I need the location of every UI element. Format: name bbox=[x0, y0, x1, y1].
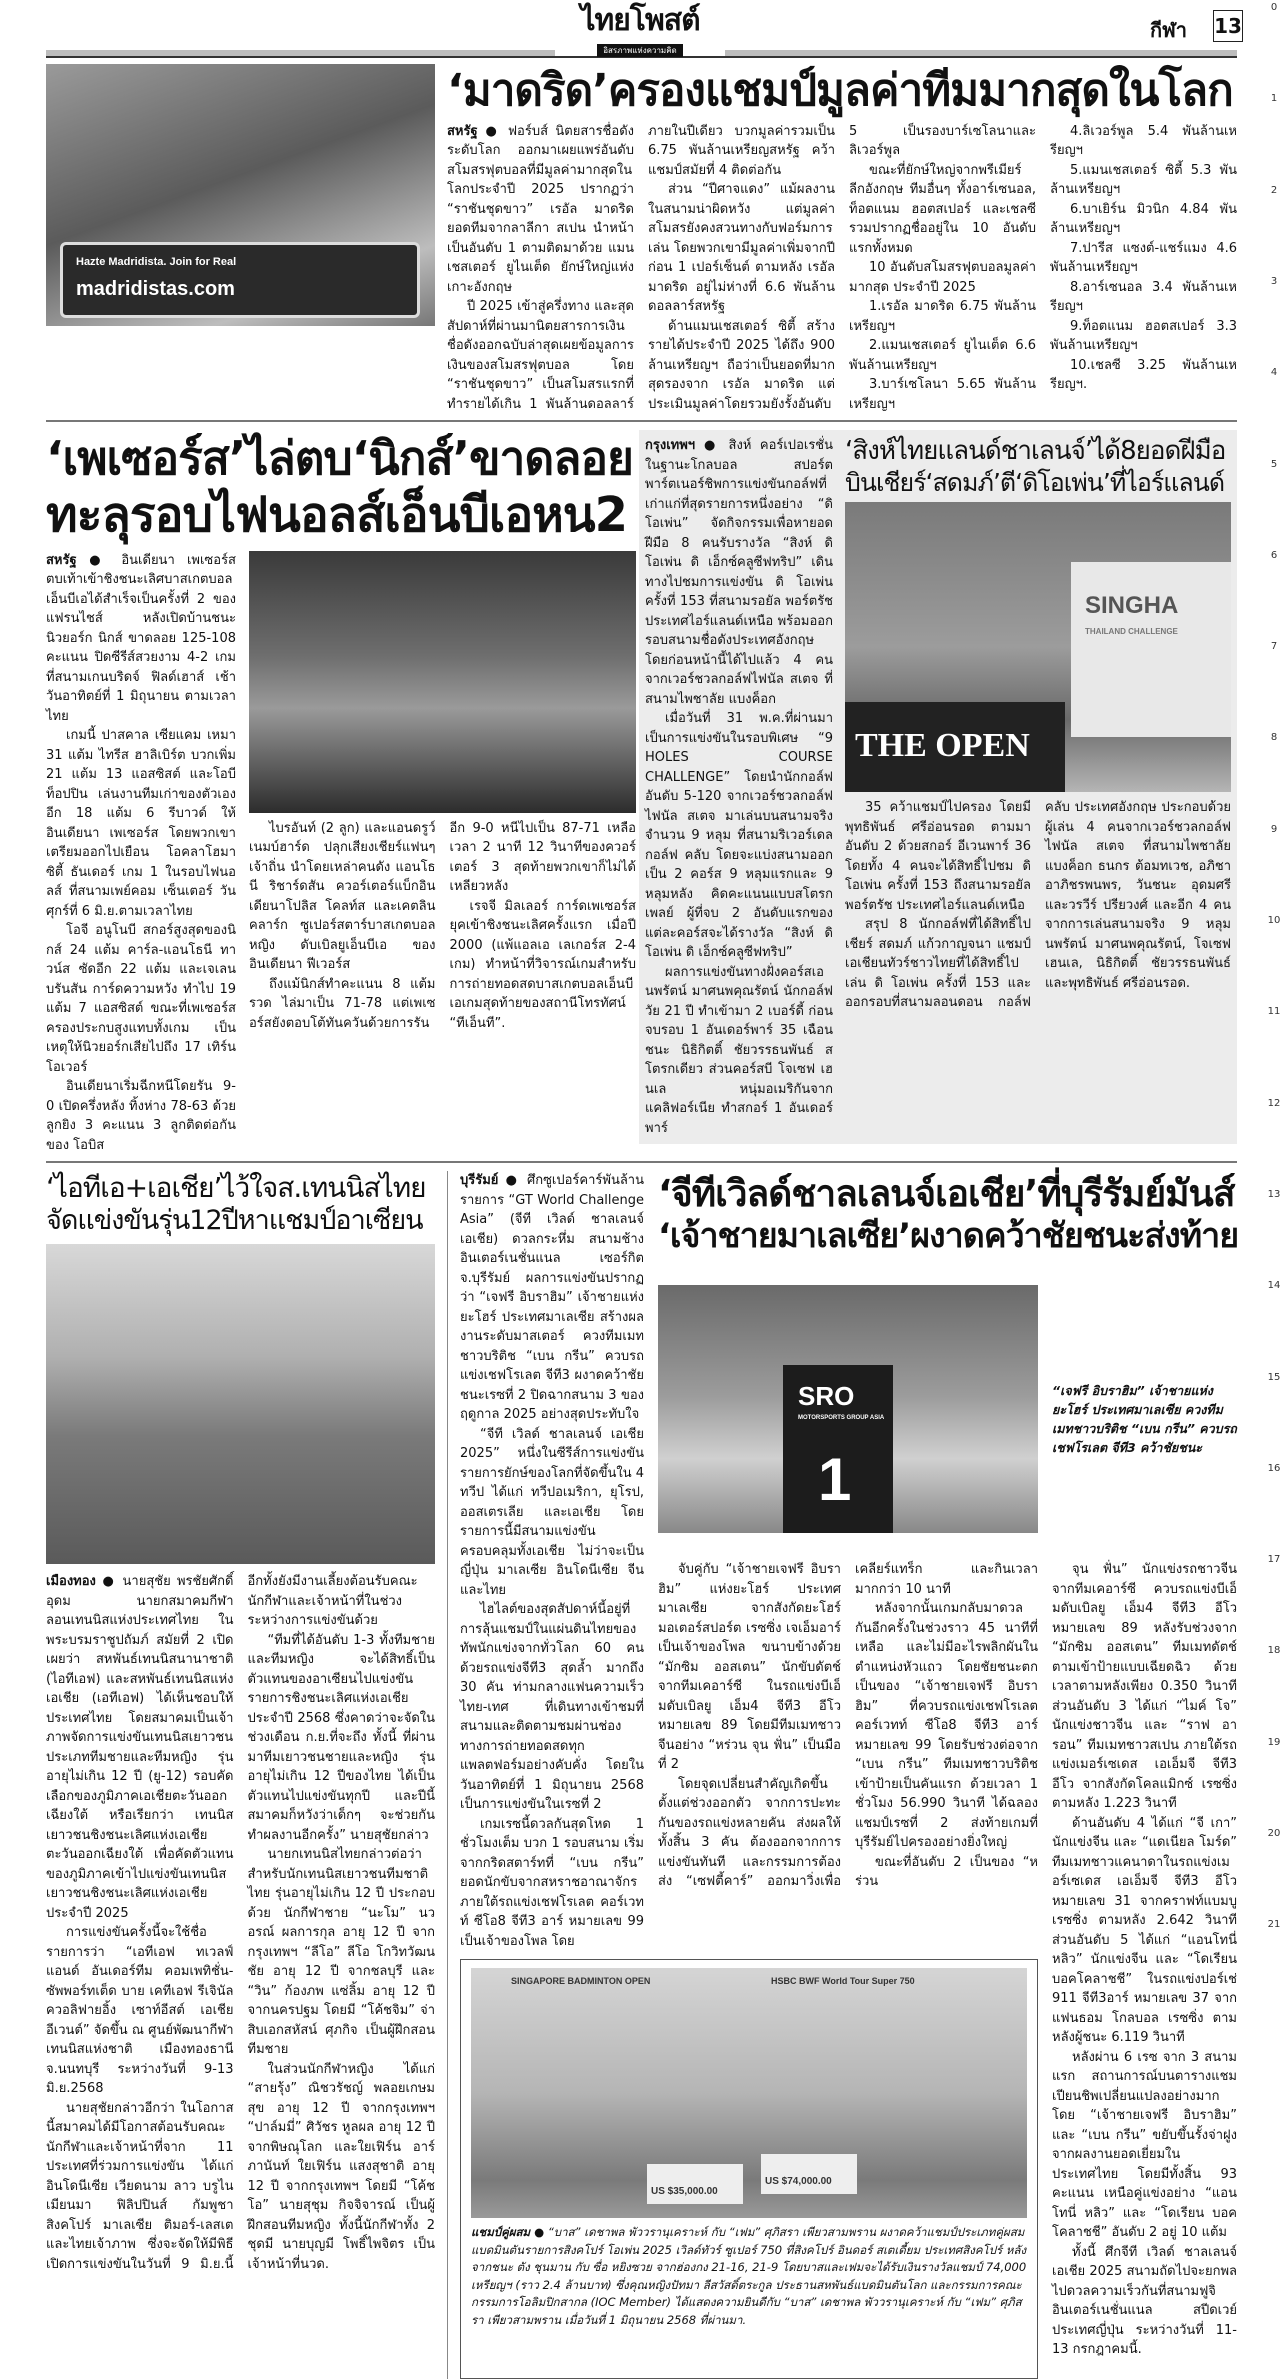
headline-gt-line2: ‘เจ้าชายมาเลเซีย’ผงาดคว้าชัยชนะส่งท้าย bbox=[658, 1216, 1239, 1257]
headline-tennis-line2: จัดแข่งขันรุ่น12ปีหาแชมป์อาเซียน bbox=[46, 1205, 423, 1237]
paragraph: 4.ลิเวอร์พูล 5.4 พันล้านเหรียญฯ bbox=[1050, 123, 1237, 159]
ruler-mark: 17 bbox=[1267, 1554, 1281, 1566]
article-body-golf-col1 bbox=[645, 436, 833, 1138]
paragraph: หลังผ่าน 6 เรซ จาก 3 สนามแรก สถานการณ์บนตารางแชมเปียนชิพเปลี่ยนแปลงอย่างมาก โดย “เจ้าชายเจฟรี อิบราฮิม” และ “เบน กรีน” ขยับขึ้นรั้งจ่าฝูงจากผลงานยอดเยี่ยมในประเทศไทย โดยมีทั้งสิ้น 93 คะแนน เหนือคู่แข่งอย่าง “แอนโทนี่ หลิว” และ “โดเรียน บอคโคลาชชี” อันดับ 2 อยู่ 10 แต้ม bbox=[1052, 2049, 1237, 2241]
ruler-mark: 9 bbox=[1270, 823, 1278, 835]
dateline: กรุงเทพฯ ● bbox=[645, 438, 729, 454]
ruler-mark: 19 bbox=[1267, 1736, 1281, 1748]
caption-text: “บาส” เดชาพล พัววรานุเคราะห์ กับ “เฟม” ศุภิสรา เพียวสามพราน ผงาดคว้าแชมป์ประเภทคู่ผสมแบดมินตันรายการสิงคโปร์ โอเพ่น 2025 เวิลด์ทัวร์ ซูเปอร์ 750 ที่สิงคโปร์ อินดอร์ สเตเดี้ยม ประเทศสิงคโปร์ หลังจากชนะ ตัง ชุนมาน กับ ซื่อ หยิงซวย จากฮ่องกง 21-16, 21-9 โดยบาสและเฟมจะได้รับเงินรางวัลแชมป์ 74,000 เหรียญฯ (ราว 2.4 ล้านบาท) ซึ่งคุณหญิงปัทมา ลีสวัสดิ์ตระกูล ประธานสหพันธ์แบดมินตันโลก และกรรมการคณะกรรมการโอลิมปิกสากล (IOC Member) ได้แสดงความยินดีกับ “บาส” เดชาพล พัววรานุเคราะห์ กับ “เฟม” ศุภิสรา เพียวสามพราน เมื่อวันที่ 1 มิถุนายน 2568 ที่ผ่านมา. bbox=[471, 2225, 1027, 2327]
paragraph: เกมนี้ ปาสคาล เซียแคม เหมา 31 แต้ม ไทรีส ฮาลิเบิร์ต บวกเพิ่ม 21 แต้ม 13 แอสซิสต์ และโอบี ท็อปปิน เล่นงานทีมเก่าของตัวเองอีก 18 แต้ม 6 รีบาวด์ ให้อินเดียนา เพเซอร์ส โดยพวกเขาเตรียมออกไปเยือน โอคลาโฮมา ซิตี้ ธันเดอร์ เกม 1 ในรอบไฟนอลส์ ที่สนามเพย์คอม เซ็นเตอร์ วันศุกร์ที่ 6 มิ.ย.ตามเวลาไทย bbox=[46, 728, 236, 919]
article-body-gt-lower bbox=[658, 1560, 1038, 1951]
paragraph: บุรีรัมย์ ● ศึกซูเปอร์คาร์พันล้านรายการ “GT World Challenge Asia” (จีที เวิลด์ ชาลเลนจ์ เอเชีย) ดวลกระหึ่ม สนามช้าง อินเตอร์เนชั่นแนล เซอร์กิต จ.บุรีรัมย์ ผลการแข่งขันปรากฏว่า “เจฟรี อิบราฮิม” เจ้าชายแห่งยะโฮร์ ประเทศมาเลเซีย สร้างผลงานระดับมาสเตอร์ ควงทีมเมทชาวบริติช “เบน กรีน” ควบรถแข่งเชฟโรเลต จีที3 ผงาดคว้าชัยชนะเรซที่ 2 ปิดฉากสนาม 3 ของฤดูกาล 2025 อย่างสุดประทับใจ bbox=[460, 1173, 644, 1423]
column-divider bbox=[447, 1171, 448, 2379]
ruler-mark: 8 bbox=[1270, 732, 1278, 744]
paragraph: 2.แมนเชสเตอร์ ยูไนเต็ด 6.6 พันล้านเหรียญฯ bbox=[849, 338, 1036, 373]
dateline: สหรัฐ ● bbox=[447, 123, 508, 139]
paragraph: ในส่วนนักกีฬาหญิง ได้แก่ “สายรุ้ง” ณิชวรัชญ์ พลอยเกษมสุข อายุ 12 ปี จากกรุงเทพฯ “ปาล์มมี่” ศิวัชร หูลผล อายุ 12 ปี จากพิษณุโลก และใยเฟิร์น อาร์ภานันท์ ใยเฟิร์น แสงสุชาติ อายุ 12 ปี จากกรุงเทพฯ โดยมี “โค้ชโอ” นายสุชุม กิจจิจารณ์ เป็นผู้ฝึกสอนทีมหญิง ทั้งนี้นักกีฬาทั้ง 2 ชุดมี นายบุญมี โพธิ์ไพจิตร เป็นเจ้าหน้าที่นวด. bbox=[247, 2061, 435, 2272]
headline-pacers-line1: ‘เพเซอร์ส’ไล่ตบ‘นิกส์’ขาดลอย bbox=[46, 431, 633, 486]
logo-name: ไทยโพสต์ bbox=[580, 3, 700, 38]
paragraph: 8.อาร์เซนอล 3.4 พันล้านเหรียญฯ bbox=[1050, 279, 1237, 315]
paragraph: จับคู่กับ “เจ้าชายเจฟรี อิบราฮิม” แห่งยะโฮร์ ประเทศมาเลเซีย จากสังกัดยะโฮร์ มอเตอร์สปอร์ต เรซซิ่ง เจเอ็มอาร์ เป็นเจ้าของโพล ขนาบข้างด้วย “มักซิม ออสเตน” นักขับดัตช์จากทีมเคอาร์ซี ในรถแข่งบีเอ็มดับเบิลยู เอ็ม4 จีที3 อีโว หมายเลข 89 โดยมีทีมเมทชาวจีนอย่าง “หร่วน จุน ฟั่น” เป็นมือที่ 2 bbox=[658, 1562, 841, 1773]
paragraph: ด้านอันดับ 4 ได้แก่ “จี เกา” นักแข่งจีน และ “แดเนียล โมร์ด” ทีมเมทชาวแคนาดาในรถแข่งเมอร์เซเดส เอเอ็มจี จีที3 อีโว หมายเลข 31 จากคราฟท์แบมบู เรซซิ่ง ตามหลัง 2.642 วินาที ส่วนอันดับ 5 ได้แก่ “แอนโทนี่ หลิว” นักแข่งจีน และ “โดเรียน บอคโคลาชชี” ในรถแข่งปอร์เช่ 911 จีที3อาร์ หมายเลข 37 จากแฟนธอม โกลบอล เรซซิ่ง ตามหลังผู้ชนะ 6.119 วินาที bbox=[1052, 1815, 1237, 2046]
paragraph: 10.เชลซี 3.25 พันล้านเหรียญฯ. bbox=[1050, 357, 1237, 393]
ruler-mark: 16 bbox=[1267, 1462, 1281, 1474]
photo-challenge-text: THAILAND CHALLENGE bbox=[1085, 627, 1178, 637]
paragraph: สหรัฐ ● อินเดียนา เพเซอร์ส ตบเท้าเข้าชิงชนะเลิศบาสเกตบอลเอ็นบีเอได้สำเร็จเป็นครั้งที่ 2 ของแฟรนไชส์ หลังเปิดบ้านชนะนิวยอร์ก นิกส์ ขาดลอย 125-108 คะแนน ปิดซีรีส์สวยงาม 4-2 เกม ที่สนามเกนบริดจ์ ฟิลด์เฮาส์ เช้าวันอาทิตย์ที่ 1 มิถุนายน ตามเวลาไทย bbox=[46, 552, 236, 724]
paragraph: อินเดียนาเริ่มฉีกหนีโดยรัน 9-0 เปิดครึ่งหลัง ทิ้งห่าง 78-63 ด้วยลูกยิง 3 คะแนน 3 ลูกติดต่อกันของ โอบิส bbox=[46, 1079, 236, 1153]
article-body-gt-middle bbox=[460, 1171, 644, 1951]
photo-event-text: SINGAPORE BADMINTON OPEN bbox=[511, 1976, 651, 1987]
ruler-mark: 13 bbox=[1267, 1188, 1281, 1200]
ruler-mark: 4 bbox=[1270, 367, 1278, 379]
headline-tennis-line1: ‘ไอทีเอ+เอเชีย’ไว้ใจส.เทนนิสไทย bbox=[46, 1171, 426, 1205]
paragraph: “ทีมที่ได้อันดับ 1-3 ทั้งทีมชายและทีมหญิง จะได้สิทธิ์เป็นตัวแทนของอาเซียนไปแข่งขันรายการชิงชนะเลิศแห่งเอเชีย ประจำปี 2568 ซึ่งคาดว่าจะจัดในช่วงเดือน ก.ย.ที่จะถึง ทั้งนี้ ที่ผ่านมาทีมเยาวชนชายและหญิง รุ่นอายุไม่เกิน 12 ปีของไทย ได้เป็นตัวแทนไปแข่งขันทุกปี และปีนี้สมาคมก็หวังว่าเด็กๆ จะช่วยกันทำผลงานอีกครั้ง” นายสุชัยกล่าว bbox=[247, 1632, 435, 1843]
gt-photo-caption: “เจฟรี อิบราฮิม” เจ้าชายแห่งยะโฮร์ ประเทศมาเลเซีย ควงทีมเมทชาวบริติช “เบน กรีน” ควบรถเชฟโรเลต จีที3 คว้าชัยชนะ bbox=[1052, 1382, 1237, 1455]
paragraph: โอจี อนูโนบี สกอร์สูงสุดของนิกส์ 24 แต้ม คาร์ล-แอนโธนี ทาวน์ส ซัดอีก 22 แต้ม และเจเลน บรันสัน การ์ดความหวัง ทำไป 19 แต้ม 7 แอสซิสต์ ขณะที่เพเซอร์สครองประกบสูงแทบทั้งเกม เป็นเหตุให้นิวยอร์กเสียไปถึง 17 เทิร์นโอเวอร์ bbox=[46, 923, 236, 1075]
ruler-mark: 15 bbox=[1267, 1371, 1281, 1383]
paragraph: 1.เรอัล มาดริด 6.75 พันล้านเหรียญฯ bbox=[849, 299, 1036, 334]
paragraph: ปี 2025 เข้าสู่ครึ่งทาง และสุดสัปดาห์ที่ผ่านมานิตยสารการเงินชื่อดังออกฉบับล่าสุดเผยข้อมูลการเงินของสโมสรฟุตบอล โดย “ราชันชุดขาว” เป็นสโมสรแรกที่ทำรายได้เกิน 1 พันล้านดอลลาร์ ภายในปีเดียว บวกมูลค่ารวมเป็น 6.75 พันล้านเหรียญสหรัฐ คว้าแชมป์สมัยที่ 4 ติดต่อกัน bbox=[447, 123, 835, 412]
paragraph: นายสุชัยกล่าวอีกว่า ในโอกาสนี้สมาคมได้มีโอกาสต้อนรับคณะนักกีฬาและเจ้าหน้าที่จาก 11 ประเทศที่ร่วมการแข่งขัน ได้แก่ อินโดนีเซีย เวียดนาม ลาว บรูไน เมียนมา ฟิลิปปินส์ กัมพูชา สิงคโปร์ มาเลเซีย ติมอร์-เลสเต และไทยเจ้าภาพ ซึ่งจะจัดให้มีพิธีเปิดการแข่งขันในวันที่ 9 มิ.ย.นี้ อีกทั้งยังมีงานเลี้ยงต้อนรับคณะนักกีฬาและเจ้าหน้าที่ในช่วงระหว่างการแข่งขันด้วย bbox=[46, 1574, 418, 2272]
article-body-pacers-col1 bbox=[46, 551, 236, 1156]
section-divider bbox=[46, 1161, 1237, 1163]
photo-the-open-text: THE OPEN bbox=[855, 727, 1030, 765]
paragraph: จุน ฟั่น” นักแข่งรถชาวจีน จากทีมเคอาร์ซี ควบรถแข่งบีเอ็มดับเบิลยู เอ็ม4 จีที3 อีโว หมายเลข 89 หลังรับช่วงจาก “มักซิม ออสเตน” ทีมเมทดัตช์ตามเข้าป้ายแบบเฉียดฉิว ด้วยเวลาตามหลังเพียง 0.350 วินาที ส่วนอันดับ 3 ได้แก่ “ไมค์ โจ” นักแข่งชาวจีน และ “ราฟ อารอน” ทีมเมทชาวสเปน ภายใต้รถแข่งเมอร์เซเดส เอเอ็มจี จีที3 อีโว จากสังกัดโคลแมิกซ์ เรซซิ่ง ตามหลัง 1.223 วินาที bbox=[1052, 1562, 1237, 1812]
paragraph: เมืองทอง ● นายสุชัย พรชัยศักดิ์อุดม นายกสมาคมกีฬาลอนเทนนิสแห่งประเทศไทย ในพระบรมราชูปถัมภ์ สมัยที่ 2 เปิดเผยว่า สหพันธ์เทนนิสนานาชาติ (ไอทีเอฟ) และสหพันธ์เทนนิสแห่งเอเชีย (เอทีเอฟ) ได้เห็นชอบให้ประเทศไทย โดยสมาคมเป็นเจ้าภาพจัดการแข่งขันเทนนิสเยาวชน ประเภททีมชายและทีมหญิง รุ่นอายุไม่เกิน 12 ปี (ยู-12) รอบคัดเลือกของภูมิภาคเอเชียตะวันออกเฉียงใต้ หรือเรียกว่า เทนนิสเยาวชนชิงชนะเลิศแห่งเอเชียตะวันออกเฉียงใต้ เพื่อคัดตัวแทนของภูมิภาคเข้าไปแข่งขันเทนนิสเยาวชนชิงชนะเลิศแห่งเอเชีย ประจำปี 2025 bbox=[46, 1574, 234, 1921]
ruler-mark: 21 bbox=[1267, 1919, 1281, 1931]
paragraph: 9.ท็อตแนม ฮอตสเปอร์ 3.3 พันล้านเหรียญฯ bbox=[1050, 318, 1237, 354]
paragraph: 10 อันดับสโมสรฟุตบอลมูลค่ามากสุด ประจำปี 2025 bbox=[849, 260, 1036, 295]
photo-banner-text: Hazte Madridista. Join for Real bbox=[76, 256, 237, 268]
section-divider bbox=[46, 420, 1237, 422]
badminton-caption bbox=[471, 2224, 1027, 2329]
article-body-pacers-col2 bbox=[249, 819, 636, 1034]
madrid-article bbox=[46, 64, 1237, 414]
article-body-gt-right bbox=[1052, 1560, 1237, 2379]
photo-tour-text: HSBC BWF World Tour Super 750 bbox=[771, 1976, 915, 1987]
photo-sro-text: SRO bbox=[798, 1381, 855, 1412]
paragraph: เรจจี มิลเลอร์ การ์ดเพเซอร์สยุคเข้าชิงชนะเลิศครั้งแรก เมื่อปี 2000 (แพ้แอลเอ เลเกอร์ส 2-4 เกม) ทำหน้าที่วิจารณ์เกมสำหรับการถ่ายทอดสดบาสเกตบอลเอ็นบีเอเกมสุดท้ายของสถานีโทรทัศน์ “ทีเอ็นที”. bbox=[449, 898, 636, 1031]
paragraph: นายกเทนนิสไทยกล่าวต่อว่า สำหรับนักเทนนิสเยาวชนทีมชาติไทย รุ่นอายุไม่เกิน 12 ปี ประกอบด้วย นักกีฬาชาย “นะโม” นวอรณ์ ผลการกุล อายุ 12 ปี จากกรุงเทพฯ “ลีโอ” ลีโอ โกวิทวัฒนชัย อายุ 12 ปี จากชลบุรี และ “วิน” ก้องภพ แซ่ลิ้ม อายุ 12 ปี จากนครปฐม โดยมี “โค้ชจิม” จ่าสิบเอกสหัสน์ ศุภกิจ เป็นผู้ฝึกสอนทีมชาย bbox=[247, 1847, 435, 2058]
golf-article-box bbox=[639, 430, 1237, 1144]
section-name: กีฬา bbox=[1150, 18, 1188, 42]
paragraph: สหรัฐ ● ฟอร์บส์ นิตยสารชื่อดังระดับโลก ออกมาเผยแพร่อันดับสโมสรฟุตบอลที่มีมูลค่ามากสุดในโลกประจำปี 2025 ปรากฏว่า “ราชันชุดขาว” เรอัล มาดริด ยอดทีมจากลาลีกา สเปน นำหน้าเป็นอันดับ 1 ตามติดมาด้วย แมนเชสเตอร์ ยูไนเต็ด ยักษ์ใหญ่แห่งเกาะอังกฤษ bbox=[447, 123, 634, 295]
section-three bbox=[46, 1171, 1237, 2379]
pacers-article bbox=[46, 430, 636, 1155]
headline-gt-line1: ‘จีทีเวิลด์ชาลเลนจ์เอเชีย’ที่บุรีรัมย์มันส์ bbox=[658, 1172, 1235, 1216]
headline-madrid: ‘มาดริด’ครองแชมป์มูลค่าทีมมากสุดในโลก bbox=[447, 65, 1233, 116]
paragraph: เมื่อวันที่ 31 พ.ค.ที่ผ่านมา เป็นการแข่งขันในรอบพิเศษ “9 HOLES COURSE CHALLENGE” โดยนำนักกอล์ฟอันดับ 5-120 จากเวอร์ชวลกอล์ฟไฟนัล สเตจ มาเล่นบนสนามจริงจำนวน 9 หลุม ที่สนามริเวอร์เดล กอล์ฟ คลับ โดยจะแบ่งสนามออกเป็น 2 คอร์ส 9 หลุมแรกและ 9 หลุมหลัง คิดคะแนนแบบสโตรกเพลย์ ผู้ที่จบ 2 อันดับแรกของแต่ละคอร์สจะได้รางวัล “สิงห์ ดิ โอเพ่น ดิ เอ็กซ์คลูซีฟทริป” bbox=[645, 711, 833, 961]
article-body-tennis bbox=[46, 1572, 435, 2274]
paragraph: ถึงแม้นิกส์ทำคะแนน 8 แต้มรวด ไล่มาเป็น 71-78 แต่เพเซอร์สยังตอบโต้ทันควันด้วยการรันอีก 9-0 หนีไปเป็น 87-71 เหลือเวลา 2 นาที 12 วินาทีของควอร์เตอร์ 3 สุดท้ายพวกเขาก็ไม่ได้เหลียวหลัง bbox=[249, 820, 636, 1031]
photo-champion-cheque: US $74,000.00 bbox=[765, 2176, 832, 2188]
article-body-madrid bbox=[447, 122, 1237, 415]
photo-sro-subtext: MOTORSPORTS GROUP ASIA bbox=[798, 1415, 885, 1422]
dateline: สหรัฐ ● bbox=[46, 552, 122, 568]
dateline: เมืองทอง ● bbox=[46, 1574, 123, 1590]
paragraph: ขณะที่อันดับ 2 เป็นของ “หร่วน bbox=[855, 1854, 1038, 1890]
paragraph: 5.แมนเชสเตอร์ ซิตี้ 5.3 พันล้านเหรียญฯ bbox=[1050, 162, 1237, 198]
badminton-podium-photo bbox=[471, 1968, 1027, 2218]
dateline: บุรีรัมย์ ● bbox=[460, 1173, 527, 1189]
tennis-team-photo bbox=[46, 1244, 435, 1564]
real-madrid-team-photo bbox=[46, 64, 435, 326]
page-number: 13 bbox=[1213, 10, 1243, 42]
paragraph: ด้านแมนเชสเตอร์ ซิตี้ สร้างรายได้ประจำปี 2025 ได้ถึง 900 ล้านเหรียญฯ ถือว่าเป็นยอดที่มากสุดรองจาก เรอัล มาดริด แต่ประเมินมูลค่าโดยรวมยังรั้งอันดับ 5 เป็นรองบาร์เซโลนาและลิเวอร์พูล bbox=[648, 123, 1036, 412]
paragraph: หลังจากนั้นเกมกลับมาดวลกันอีกครั้งในช่วงราว 45 นาทีที่เหลือ และไม่มีอะไรพลิกผันในตำแหน่งหัวแถว โดยชัยชนะตกเป็นของ “เจ้าชายเจฟรี อิบราฮิม” ที่ควบรถแข่งเชฟโรเลต คอร์เวทท์ ซีโอ8 จีที3 อาร์ หมายเลข 99 โดยรับช่วงต่อจาก “เบน กรีน” ทีมเมทชาวบริติช เข้าป้ายเป็นคันแรก ด้วยเวลา 1 ชั่วโมง 56.990 วินาที ได้ฉลองแชมป์เรซที่ 2 ส่งท้ายเกมที่บุรีรัมย์ไปครองอย่างยิ่งใหญ่ bbox=[855, 1601, 1038, 1851]
gt-drivers-photo bbox=[658, 1285, 1038, 1533]
headline-golf-line1: ‘สิงห์ไทยแลนด์ชาเลนจ์’ได้8ยอดฝีมือ bbox=[845, 436, 1226, 467]
paragraph: เกมเรซนี้ดวลกันสุดโหด 1 ชั่วโมงเต็ม บวก 1 รอบสนาม เริ่มจากกริดสตาร์ทที่ “เบน กรีน” ยอดนักขับจากสหราชอาณาจักรภายใต้รถแข่งเชฟโรเลต คอร์เวทท์ ซีโอ8 จีที3 อาร์ หมายเลข 99 เป็นเจ้าของโพล โดย bbox=[460, 1816, 644, 1949]
paragraph: การแข่งขันครั้งนี้จะใช้ชื่อรายการว่า “เอทีเอฟ ทเวลฟ์ แอนด์ อันเดอร์ทีม คอมเพทิชั่น-ซัพพอร์ทเต็ด บาย เคทีเอฟ รีเจินัล ควอลิฟายอิ้ง เซาท์อีสต์ เอเชีย อีเวนต์” จัดขึ้น ณ ศูนย์พัฒนากีฬาเทนนิสแห่งชาติ เมืองทองธานี จ.นนทบุรี ระหว่างวันที่ 9-13 มิ.ย.2568 bbox=[46, 1925, 234, 2097]
ruler-mark: 3 bbox=[1270, 275, 1278, 287]
ruler-mark: 20 bbox=[1267, 1828, 1281, 1839]
paragraph: สรุป 8 นักกอล์ฟที่ได้สิทธิ์ไปเชียร์ สดมภ์ แก้วกาญจนา แชมป์เอเชียนทัวร์ชาวไทยที่ได้สิทธิ์ไปเล่น ดิ โอเพ่น ครั้งที่ 153 และออกรอบที่สนามลอนดอน กอล์ฟ คลับ ประเทศอังกฤษ ประกอบด้วย ผู้เล่น 4 คนจากเวอร์ชวลกอล์ฟ ไฟนัล สเตจ ที่สนามไพชาลัย แบงค็อก ธนกร ต้อมทเวช, อภิชา อาภิชรพนพร, วันชนะ อุดมศรี และวรวีร์ ปรียวงศ์ และอีก 4 คน จากการเล่นสนามจริง 9 หลุม นพรัตน์ มาศนพคุณรัตน์, โจเซฟ เฮนเล, นิธิกิตติ์ ชัยวรรธนพันธ์ และพุทธิพันธ์ ศรีอ่อนรอด. bbox=[845, 800, 1231, 1011]
ruler-mark: 10 bbox=[1267, 915, 1281, 926]
paragraph: กรุงเทพฯ ● สิงห์ คอร์เปอเรชั่น ในฐานะโกลบอล สปอร์ต พาร์ตเนอร์ชิพการแข่งขันกอล์ฟที่เก่าแก่ที่สุดรายการหนึ่งอย่าง “ดิ โอเพ่น” จัดกิจกรรมเพื่อหายอดฝีมือ 8 คนรับรางวัล “สิงห์ ดิ โอเพ่น ดิ เอ็กซ์คลูซีฟทริป” เดินทางไปชมการแข่งขัน ดิ โอเพ่น ครั้งที่ 153 ที่สนามรอยัล พอร์ตรัช ประเทศไอร์แลนด์เหนือ พร้อมออกรอบสนามชื่อดังประเทศอังกฤษ โดยก่อนหน้านี้ได้ไปแล้ว 4 คน จากเวอร์ชวลกอล์ฟไฟนัล สเตจ ที่สนามไพชาลัย แบงค็อก bbox=[645, 438, 834, 707]
headline-pacers-line2: ทะลุรอบไฟนอลส์เอ็นบีเอหน2 bbox=[46, 487, 627, 544]
paragraph: ขณะที่ยักษ์ใหญ่จากพรีเมียร์ลีกอังกฤษ ทีมอื่นๆ ทั้งอาร์เซนอล, ท็อตแนม ฮอตสเปอร์ และเชลซี รวมปรากฏชื่ออยู่ใน 10 อันดับแรกทั้งหมด bbox=[849, 162, 1036, 256]
ruler-mark: 11 bbox=[1267, 1006, 1281, 1018]
paragraph: “จีที เวิลด์ ชาลเลนจ์ เอเชีย 2025” หนึ่งในซีรีส์การแข่งขันรายการยักษ์ของโลกที่จัดขึ้นใน 4 ทวีป ได้แก่ ทวีปอเมริกา, ยุโรป, ออสเตรเลีย และเอเชีย โดยรายการนี้มีสนามแข่งขันครอบคลุมทั้งเอเชีย ไม่ว่าจะเป็นญี่ปุ่น มาเลเซีย อินโดนีเซีย จีนและไทย bbox=[460, 1426, 645, 1598]
ruler-mark: 2 bbox=[1270, 184, 1278, 196]
paragraph: ไบรอันท์ (2 ลูก) และแอนดรูว์ เนมบ์ฮาร์ด ปลุกเสียงเชียร์แฟนๆ เจ้าถิ่น นำโดยเหล่าคนดัง แอนโธนี ริชาร์ดสัน ควอร์เตอร์แบ็กอินเดียนาโปลิส โคลท์ส และเคตลิน คลาร์ก ซูเปอร์สตาร์บาสเกตบอลหญิง ดับเบิลยูเอ็นบีเอ ของอินเดียนา ฟีเวอร์ส bbox=[249, 820, 436, 973]
paragraph: ผลการแข่งขันทางฝั่งคอร์สเอ นพรัตน์ มาศนพคุณรัตน์ นักกอล์ฟวัย 21 ปี ทำเข้ามา 2 เบอร์ดี้ ก่อนจบรอบ 1 อันเดอร์พาร์ 35 เฉือนชนะ นิธิกิตติ์ ชัยวรรธนพันธ์ สโตรกเดียว ส่วนคอร์สบี โจเซฟ เฮนเล หนุ่มอเมริกันจากแคลิฟอร์เนีย ทำสกอร์ 1 อันเดอร์พาร์ bbox=[645, 964, 833, 1136]
ruler-mark: 6 bbox=[1270, 549, 1278, 561]
golfer-photo bbox=[845, 502, 1231, 792]
badminton-photo-box bbox=[460, 1959, 1038, 2379]
ruler-mark: 18 bbox=[1267, 1645, 1281, 1657]
photo-singha-text: SINGHA bbox=[1085, 592, 1179, 620]
paragraph: 3.บาร์เซโลนา 5.65 พันล้านเหรียญฯ bbox=[849, 377, 1036, 412]
paragraph: ส่วน “ปีศาจแดง” แม้ผลงานในสนามน่าผิดหวัง แต่มูลค่าสโมสรยังคงสวนทางกับฟอร์มการเล่น โดยพวกเขามีมูลค่าเพิ่มจากปีก่อน 1 เปอร์เซ็นต์ ตามหลัง เรอัล มาดริด อยู่ไม่ห่างที่ 6.6 พันล้านดอลลาร์สหรัฐ bbox=[648, 182, 835, 315]
ruler-mark: 12 bbox=[1267, 1097, 1281, 1109]
ruler-mark: 14 bbox=[1267, 1280, 1281, 1292]
ruler-mark: 0 bbox=[1270, 2, 1278, 13]
headline-golf-line2: บินเชียร์‘สดมภ์’ตี‘ดิโอเพ่น’ที่ไอร์แลนด์ bbox=[845, 467, 1225, 497]
paragraph: ทั้งนี้ ศึกจีที เวิลด์ ชาลเลนจ์ เอเชีย 2025 สนามถัดไปจะยกพลไปดวลความเร็วกันที่สนามฟูจิ อินเตอร์เนชั่นแนล สปีดเวย์ ประเทศญี่ปุ่น ระหว่างวันที่ 11-13 กรกฎาคมนี้. bbox=[1052, 2244, 1237, 2358]
photo-position-number: 1 bbox=[818, 1446, 852, 1514]
ruler-mark: 7 bbox=[1270, 641, 1278, 653]
paragraph: 7.ปารีส แซงต์-แชร์แมง 4.6 พันล้านเหรียญฯ bbox=[1050, 240, 1237, 276]
section-two bbox=[46, 430, 1237, 1155]
paragraph: ไฮไลต์ของสุดสัปดาห์นี้อยู่ที่การลุ้นแชมป์ในแผ่นดินไทยของทัพนักแข่งจากทั่วโลก 60 คน ด้วยรถแข่งจีที3 สุดล้ำ มากถึง 30 คัน ท่ามกลางแฟนความเร็วไทย-เทศ ที่เดินทางเข้าชมที่สนามและติดตามชมผ่านช่องทางการถ่ายทอดสดทุกแพลตฟอร์มอย่างคับคั่ง โดยในวันอาทิตย์ที่ 1 มิถุนายน 2568 เป็นการแข่งขันในเรซที่ 2 bbox=[460, 1602, 644, 1813]
pacers-celebration-photo bbox=[249, 551, 636, 813]
article-body-golf-col2 bbox=[845, 798, 1231, 1013]
paragraph: 6.บาเยิร์น มิวนิก 4.84 พันล้านเหรียญฯ bbox=[1050, 201, 1237, 237]
paragraph: 35 คว้าแชมป์ไปครอง โดยมี พุทธิพันธ์ ศรีอ่อนรอด ตามมาอันดับ 2 ด้วยสกอร์ อีเวนพาร์ 36 โดยทั้ง 4 คนจะได้สิทธิ์ไปชม ดิ โอเพ่น ครั้งที่ 153 ถึงสนามรอยัล พอร์ตรัช ประเทศไอร์แลนด์เหนือ bbox=[845, 800, 1031, 913]
photo-runnerup-cheque: US $35,000.00 bbox=[651, 2186, 718, 2198]
photo-banner-url: madridistas.com bbox=[76, 278, 235, 300]
gt-article bbox=[460, 1171, 1237, 2379]
ruler-mark: 1 bbox=[1270, 93, 1278, 105]
logo-tagline: อิสรภาพแห่งความคิด bbox=[597, 44, 683, 57]
caption-label: แชมป์คู่ผสม ● bbox=[471, 2225, 545, 2240]
paragraph: โดยจุดเปลี่ยนสำคัญเกิดขึ้นตั้งแต่ช่วงออกตัว จากการปะทะกันของรถแข่งหลายคัน ส่งผลให้ทั้งสิ้น 3 คัน ต้องออกจากการแข่งขันทันที และกรรมการต้องส่ง “เซฟตี้คาร์” ออกมาวิ่งเพื่อเคลียร์แทร็ก และกินเวลามากกว่า 10 นาที bbox=[658, 1562, 1038, 1890]
ruler-mark: 5 bbox=[1270, 458, 1278, 470]
tennis-article bbox=[46, 1171, 435, 2274]
